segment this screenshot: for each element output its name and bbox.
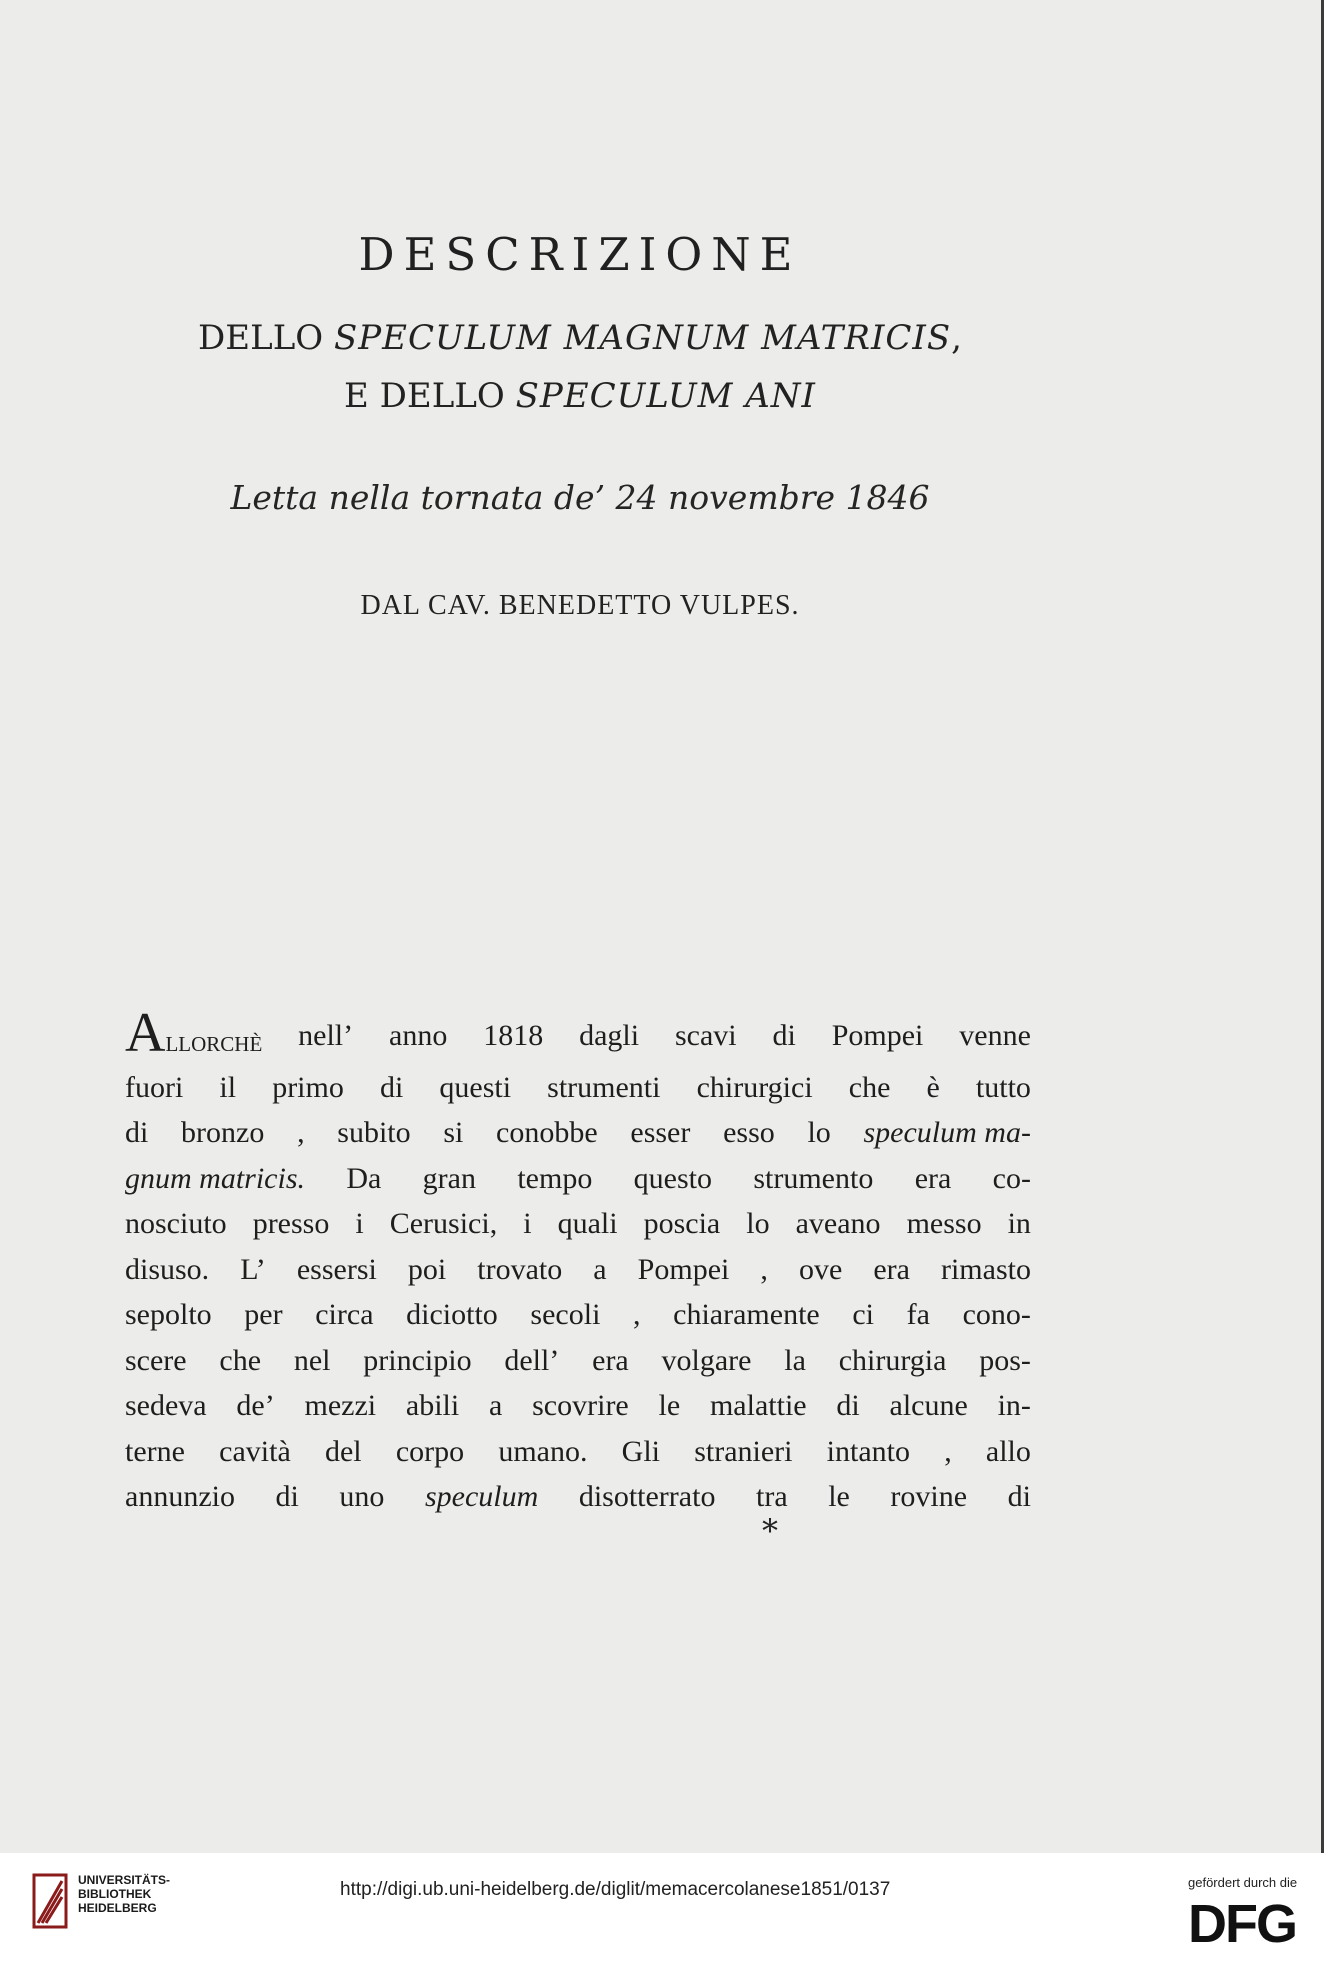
- dropcap-word: [125, 1002, 263, 1065]
- word: Da: [346, 1161, 382, 1195]
- word: Pompei: [831, 1019, 924, 1052]
- word: strumenti: [547, 1070, 661, 1104]
- word: diciotto: [406, 1298, 498, 1331]
- word: chirurgici: [696, 1070, 813, 1104]
- word: messo: [906, 1207, 982, 1240]
- word: chirurgia: [838, 1343, 947, 1377]
- word: scovrire: [532, 1389, 629, 1422]
- word: a: [489, 1389, 503, 1422]
- word: pos-: [979, 1343, 1031, 1377]
- word: tra: [756, 1480, 788, 1513]
- word: si: [443, 1116, 464, 1149]
- word: corpo: [395, 1434, 465, 1468]
- funding-label: gefördert durch die: [1188, 1875, 1298, 1890]
- word: mezzi: [304, 1389, 377, 1422]
- word: intanto: [826, 1434, 910, 1468]
- page-title: DESCRIZIONE: [358, 228, 802, 281]
- word: volgare: [661, 1343, 752, 1377]
- word: trovato: [477, 1252, 563, 1286]
- text-line: [125, 1156, 1031, 1202]
- text-line: [125, 1338, 1031, 1384]
- subtitle-line-1: DELLO SPECULUM MAGNUM MATRICIS,: [198, 318, 962, 358]
- word: disuso.: [125, 1252, 210, 1286]
- word: è: [926, 1070, 940, 1104]
- word: rovine: [890, 1480, 968, 1513]
- word: subito: [337, 1116, 411, 1149]
- word: era: [873, 1252, 910, 1286]
- small-caps-word: llorchè: [165, 1025, 263, 1058]
- word: strumento: [753, 1161, 874, 1195]
- word: le: [828, 1480, 850, 1513]
- word: bronzo: [181, 1116, 265, 1149]
- word: di: [1007, 1480, 1031, 1513]
- word: nel: [293, 1343, 331, 1377]
- text-line: [125, 1002, 1031, 1065]
- word: che: [848, 1070, 891, 1104]
- word: esso: [723, 1116, 775, 1149]
- word: gran: [422, 1161, 476, 1195]
- word: uno: [339, 1480, 385, 1513]
- word: tutto: [975, 1070, 1031, 1104]
- word: sedeva: [125, 1389, 207, 1422]
- word: cavità: [219, 1434, 291, 1468]
- word: poi: [407, 1252, 447, 1286]
- word: umano.: [498, 1434, 588, 1468]
- word: il: [219, 1070, 237, 1104]
- text-line: [125, 1383, 1031, 1429]
- word: rimasto: [940, 1252, 1031, 1286]
- word: nell’: [298, 1019, 354, 1052]
- word: chiaramente: [673, 1298, 820, 1331]
- word: Gli: [621, 1434, 660, 1468]
- word: tempo: [517, 1161, 593, 1195]
- word: ,: [944, 1434, 952, 1468]
- word: malattie: [709, 1389, 807, 1422]
- word: annunzio: [125, 1480, 235, 1513]
- word: esser: [630, 1116, 691, 1149]
- word: i: [355, 1207, 364, 1240]
- word: era: [592, 1343, 629, 1377]
- word: de’: [236, 1389, 275, 1422]
- source-url-link[interactable]: http://digi.ub.uni-heidelberg.de/diglit/memacercolanese1851/0137: [340, 1879, 891, 1900]
- word: a: [593, 1252, 607, 1286]
- text-line: [125, 1110, 1031, 1156]
- author-line: DAL CAV. BENEDETTO VULPES.: [360, 590, 800, 621]
- word: di: [379, 1070, 404, 1104]
- word: ,: [297, 1116, 305, 1149]
- word: sepolto: [125, 1298, 212, 1331]
- word: ,: [760, 1252, 768, 1286]
- word: la: [784, 1343, 806, 1377]
- word: conobbe: [496, 1116, 598, 1149]
- word: era: [914, 1161, 952, 1195]
- word: allo: [985, 1434, 1031, 1468]
- dfg-logo: DFG: [1188, 1894, 1296, 1954]
- word: L’: [240, 1252, 266, 1286]
- word: circa: [315, 1298, 374, 1331]
- footer-bar: [0, 1853, 1336, 1963]
- word: che: [219, 1343, 262, 1377]
- text-line: [125, 1292, 1031, 1338]
- word: fuori: [125, 1070, 184, 1104]
- word: aveano: [795, 1207, 881, 1240]
- word: primo: [272, 1070, 344, 1104]
- text-line: [125, 1474, 1031, 1520]
- word: poscia: [643, 1207, 721, 1240]
- library-logo-icon: [32, 1873, 68, 1929]
- word: per: [244, 1298, 283, 1331]
- word: lo: [746, 1207, 770, 1240]
- word: stranieri: [694, 1434, 793, 1468]
- text-line: [125, 1201, 1031, 1247]
- word: in-: [997, 1389, 1031, 1422]
- reading-note: Letta nella tornata de’ 24 novembre 1846: [230, 478, 930, 517]
- word: alcune: [889, 1389, 968, 1422]
- word: ci: [852, 1298, 875, 1331]
- word: secoli: [530, 1298, 601, 1331]
- word: principio: [363, 1343, 472, 1377]
- word: ove: [798, 1252, 843, 1286]
- text-line: [125, 1065, 1031, 1111]
- word: 1818: [483, 1019, 544, 1052]
- word: dell’: [504, 1343, 560, 1377]
- word: di: [275, 1480, 299, 1513]
- word: fa: [906, 1298, 930, 1331]
- word: del: [324, 1434, 362, 1468]
- word: Cerusici,: [389, 1207, 498, 1240]
- text-line: [125, 1429, 1031, 1475]
- word: speculum: [424, 1480, 539, 1513]
- word: di: [836, 1389, 860, 1422]
- word: speculum ma-: [863, 1116, 1031, 1149]
- word: lo: [807, 1116, 831, 1149]
- word: anno: [389, 1019, 448, 1052]
- word: le: [658, 1389, 681, 1422]
- word: in: [1007, 1207, 1031, 1240]
- library-name: UNIVERSITÄTS- BIBLIOTHEK HEIDELBERG: [78, 1873, 171, 1915]
- word: gnum matricis.: [125, 1161, 305, 1195]
- word: dagli: [579, 1019, 640, 1052]
- word: questi: [439, 1070, 512, 1104]
- word: venne: [959, 1019, 1031, 1052]
- word: cono-: [962, 1298, 1031, 1331]
- word: presso: [252, 1207, 330, 1240]
- body-text: [125, 1002, 1031, 1520]
- word: ,: [633, 1298, 641, 1331]
- word: essersi: [296, 1252, 377, 1286]
- word: abili: [405, 1389, 460, 1422]
- word: disotterrato: [578, 1480, 716, 1513]
- word: quali: [557, 1207, 618, 1240]
- word: scere: [125, 1343, 187, 1377]
- word: Pompei: [637, 1252, 730, 1286]
- word: scavi: [674, 1019, 737, 1052]
- word: i: [523, 1207, 532, 1240]
- subtitle-line-2: E DELLO SPECULUM ANI: [344, 376, 816, 416]
- text-line: [125, 1247, 1031, 1293]
- word: co-: [992, 1161, 1031, 1195]
- signature-mark: *: [762, 1512, 778, 1550]
- word: nosciuto: [125, 1207, 227, 1240]
- word: terne: [125, 1434, 185, 1468]
- word: di: [772, 1019, 796, 1052]
- dropcap-letter: A: [125, 1002, 166, 1064]
- word: di: [125, 1116, 149, 1149]
- word: questo: [633, 1161, 712, 1195]
